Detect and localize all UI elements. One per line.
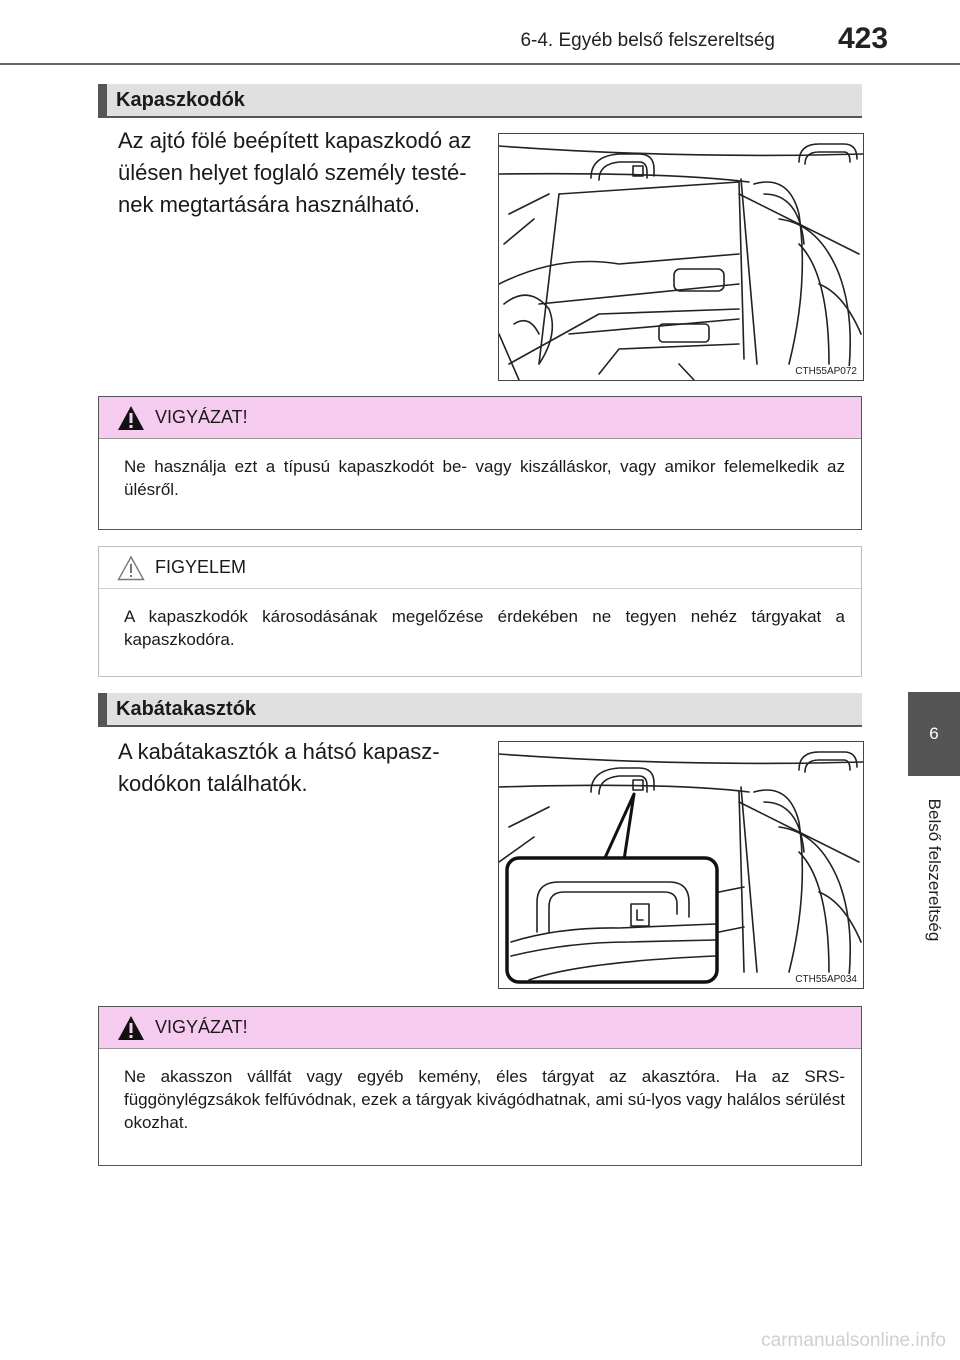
- grip-description: Az ajtó fölé beépített kapaszkodó az ülésen helyet foglaló személy testé-nek megtartására használható.: [118, 128, 472, 217]
- section-title: 6-4. Egyéb belső felszereltség: [520, 30, 775, 51]
- grip-notice-title: FIGYELEM: [155, 557, 247, 577]
- page-number: 423: [838, 22, 889, 55]
- grip-warning-header: [99, 397, 861, 439]
- hook-warning-title: VIGYÁZAT!: [155, 1017, 248, 1037]
- hook-figure-code: CTH55AP034: [795, 974, 857, 985]
- chapter-label: Belső felszereltség: [925, 798, 944, 942]
- hook-warning-text: Ne akasszon vállfát vagy egyéb kemény, éles tárgyat az akasztóra. Ha az SRS-függönylégzsákok felfúvódnak, ezek a tárgyak kivágódhatnak, ami sú-lyos vagy halálos sérülést okozhat.: [124, 1067, 846, 1132]
- caution-triangle-icon: [117, 555, 145, 581]
- hook-description: A kabátakasztók a hátsó kapasz-kodókon találhatók.: [118, 739, 440, 796]
- header-divider: [0, 63, 960, 65]
- chapter-number: 6: [929, 724, 939, 743]
- grip-illustration: [498, 133, 864, 381]
- hook-warning-box: [98, 1006, 862, 1166]
- grip-warning-title: VIGYÁZAT!: [155, 407, 248, 427]
- grip-notice-header: [99, 547, 861, 589]
- grip-notice-text: A kapaszkodók károsodásának megelőzése érdekében ne tegyen nehéz tárgyakat a kapaszkodóra.: [124, 607, 845, 649]
- warning-triangle-icon: [117, 1015, 145, 1041]
- car-interior-grip-drawing: [499, 134, 863, 380]
- grip-notice-box: [98, 546, 862, 677]
- hook-warning-header: [99, 1007, 861, 1049]
- grip-figure-code: CTH55AP072: [795, 366, 857, 377]
- grip-warning-box: [98, 396, 862, 530]
- hook-illustration: [498, 741, 864, 989]
- grip-section-heading: Kapaszkodók: [98, 84, 862, 118]
- warning-triangle-icon: [117, 405, 145, 431]
- hook-section-heading: Kabátakasztók: [98, 693, 862, 727]
- car-interior-hook-drawing: [499, 742, 863, 988]
- site-watermark: carmanualsonline.info: [761, 1330, 946, 1351]
- chapter-tab[interactable]: [908, 692, 960, 776]
- grip-warning-text: Ne használja ezt a típusú kapaszkodót be- vagy kiszálláskor, vagy amikor felemelkedik az ülésről.: [124, 457, 845, 499]
